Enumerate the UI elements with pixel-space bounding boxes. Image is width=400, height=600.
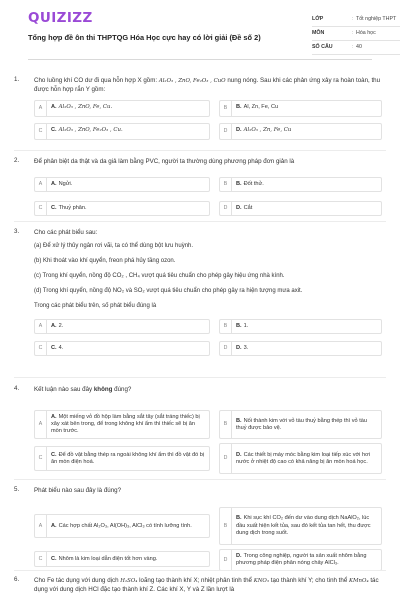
option-a[interactable] (34, 100, 210, 117)
option-a[interactable] (34, 410, 210, 439)
option-content (232, 181, 268, 188)
options-group (34, 171, 386, 217)
option-text: Một miếng vỏ đồ hộp làm bằng sắt tây (sắt tráng thiếc) bị xây xát bên trong, để trong không khí ẩm thì thiếc sẽ bị ăn mòn trước. (51, 413, 200, 435)
question-formula: H₂SO₄ (120, 578, 138, 584)
question-divider (14, 150, 386, 151)
question-text: Để phân biệt da thật và da giả làm bằng PVC, người ta thường dùng phương pháp đơn giản là (34, 158, 295, 165)
option-content (47, 452, 209, 467)
option-content (232, 553, 381, 568)
question-number: 3. (14, 228, 20, 235)
question-formula: KNO₃ (253, 578, 270, 584)
question-formula: Al₂O₃ , ZnO, Fe₂O₃ , CuO (158, 78, 226, 84)
option-b[interactable] (219, 319, 382, 334)
option-label: B. (236, 417, 242, 424)
option-label: D. (236, 205, 242, 212)
option-content (47, 556, 161, 563)
question-3 (14, 228, 386, 356)
option-content (47, 205, 91, 212)
option-b[interactable] (219, 177, 382, 192)
option-text: Nhôm là kim loại dẫn điện tốt hơn vàng. (58, 555, 158, 562)
option-letter: B (220, 320, 232, 333)
option-content (47, 323, 67, 330)
meta-value: 40 (356, 43, 362, 50)
question-text: Phát biểu nào sau đây là đúng? (34, 487, 122, 494)
question-text-part: loãng tạo thành khí X; nhiệt phân tinh thể (137, 577, 254, 584)
option-text: 1. (243, 323, 249, 330)
question-divider (14, 479, 386, 480)
option-letter: D (220, 444, 232, 473)
option-label: A. (51, 413, 57, 420)
option-letter: C (35, 447, 47, 470)
option-letter: D (220, 550, 232, 570)
question-2 (14, 157, 386, 217)
statement-d: (d) Trong khí quyển, nồng độ NO₂ và SO₂ vượt quá tiêu chuẩn cho phép gây ra hiện tượng mưa axit. (34, 288, 303, 295)
option-content (47, 104, 116, 111)
question-number: 6. (14, 576, 20, 583)
option-content (47, 181, 76, 188)
option-text: Các thiết bị máy móc bằng kim loại tiếp xúc với hơi nước ở nhiệt độ cao có khả năng bị ăn mòn hoá học. (236, 451, 371, 465)
option-d[interactable] (219, 549, 382, 571)
option-label: A. (51, 181, 57, 188)
question-text-part: tạo thành khí Y; cho tinh thể (269, 577, 349, 584)
question-number: 2. (14, 157, 20, 164)
question-text (34, 76, 386, 95)
quizizz-logo: QUIZIZZ (28, 10, 93, 26)
option-text: 3. (243, 345, 249, 352)
question-text: Cho các phát biểu sau: (34, 229, 98, 236)
header-divider (28, 59, 372, 60)
option-b[interactable] (219, 507, 382, 545)
option-letter: C (35, 202, 47, 215)
statement-c: (c) Trong khí quyển, nồng độ CO₂ , CH₄ vượt quá tiêu chuẩn cho phép gây hiệu ứng nhà kính. (34, 273, 285, 280)
option-letter: D (220, 342, 232, 355)
option-text: Để đồ vật bằng thép ra ngoài không khí ẩm thì đồ vật đó bị ăn mòn điện hoá. (51, 451, 205, 465)
option-content (232, 452, 381, 467)
options-group (34, 316, 386, 356)
option-label: C. (51, 205, 57, 212)
option-label: C. (51, 345, 57, 352)
option-label: D. (236, 553, 242, 560)
option-c[interactable] (34, 446, 210, 471)
option-text: Al₂O₃ , Zn, Fe, Cu (243, 127, 292, 134)
option-letter: B (220, 101, 232, 116)
option-text: Trong công nghiệp, người ta sản xuất nhôm bằng phương pháp điện phân nóng chảy AlCl₃. (236, 553, 367, 567)
question-prompt: Trong các phát biểu trên, số phát biểu đúng là (34, 303, 157, 310)
option-text: Al₂O₃ , ZnO, Fe, Cu. (58, 104, 113, 111)
statement-b: (b) Khi thoát vào khí quyển, freon phá hủy tầng ozon. (34, 258, 176, 265)
question-text-part: đúng? (112, 386, 132, 393)
option-label: A. (51, 522, 57, 529)
option-content (232, 127, 295, 134)
question-divider (14, 377, 386, 378)
meta-key: SỐ CÂU (312, 43, 333, 50)
question-text-part: nung nóng. Sau khi các phản ứng xảy ra hoàn toàn, thu được hỗn hợp rắn Y gồm: (34, 77, 381, 94)
option-c[interactable] (34, 341, 210, 356)
option-text: Nối thành kim với vỏ tàu thuỷ bằng thép thì vỏ tàu thuỷ được bảo vệ. (236, 417, 367, 431)
question-1 (14, 76, 386, 146)
option-letter: C (35, 124, 47, 139)
meta-separator: : (352, 15, 354, 22)
meta-value: Hóa học (356, 29, 376, 36)
option-letter: A (35, 101, 47, 116)
question-divider (14, 221, 386, 222)
question-5 (14, 486, 386, 578)
question-text-part: Kết luận nào sau đây (34, 386, 94, 393)
option-content (47, 345, 67, 352)
option-label: C. (51, 127, 57, 134)
question-number: 5. (14, 486, 20, 493)
option-text: Al₂O₃ , ZnO, Fe₂O₃ , Cu. (58, 127, 123, 134)
options-group (34, 399, 386, 475)
option-a[interactable] (34, 177, 210, 192)
meta-table (312, 13, 400, 55)
meta-key: LỚP (312, 15, 324, 22)
option-label: B. (236, 515, 242, 522)
question-4 (14, 385, 386, 475)
option-letter: C (35, 552, 47, 566)
question-divider (14, 570, 386, 571)
question-text (34, 385, 386, 394)
option-letter: D (220, 124, 232, 139)
option-letter: B (220, 411, 232, 438)
meta-row-class (312, 13, 400, 27)
option-label: B. (236, 323, 242, 330)
option-content (232, 345, 252, 352)
option-c[interactable] (34, 201, 210, 216)
option-letter: D (220, 202, 232, 215)
option-content (47, 127, 127, 134)
option-letter: A (35, 178, 47, 191)
option-label: A. (51, 323, 57, 330)
option-text: Các hợp chất Al₂O₃, Al(OH)₃, AlCl₃ có tính lưỡng tính. (58, 522, 192, 529)
option-letter: B (220, 508, 232, 544)
option-content (232, 104, 282, 111)
option-text: 4. (58, 345, 64, 352)
option-text: Al, Zn, Fe, Cu (243, 104, 279, 111)
option-a[interactable] (34, 514, 210, 538)
option-c[interactable] (34, 123, 210, 140)
option-d[interactable] (219, 341, 382, 356)
option-label: A. (51, 104, 57, 111)
option-label: D. (236, 127, 242, 134)
options-group (34, 500, 386, 578)
meta-separator: : (352, 29, 354, 36)
question-formula: KMnO₄ (349, 578, 369, 584)
document-header (14, 0, 397, 64)
options-group (34, 100, 386, 146)
question-text-part: Cho Fe tác dụng với dung dịch (34, 577, 121, 584)
page-title: Tổng hợp đề ôn thi THPTQG Hóa Học cực hay có lời giải (Đề số 2) (28, 33, 261, 42)
option-b[interactable] (219, 100, 382, 117)
option-d[interactable] (219, 443, 382, 474)
option-letter: A (35, 320, 47, 333)
option-text: Đốt thử. (243, 181, 264, 188)
meta-row-subject (312, 27, 400, 41)
option-text: Cắt (243, 205, 253, 212)
option-content (232, 515, 381, 537)
option-text: Ngửi. (58, 181, 73, 188)
option-label: B. (236, 104, 242, 111)
option-content (47, 523, 196, 530)
option-letter: B (220, 178, 232, 191)
statement-a: (a) Để xử lý thủy ngân rơi vãi, ta có thể dùng bột lưu huỳnh. (34, 243, 194, 250)
question-number: 4. (14, 385, 20, 392)
option-text: 2. (58, 323, 64, 330)
option-content (232, 323, 252, 330)
option-label: C. (51, 555, 57, 562)
option-text: Thuỷ phân. (58, 205, 87, 212)
meta-row-question-count (312, 41, 400, 55)
option-label: D. (236, 451, 242, 458)
option-a[interactable] (34, 319, 210, 334)
option-text: Khi sục khí CO₂ đến dư vào dung dịch NaAlO₂, lúc đầu xuất hiện kết tủa, sau đó kết tủa tan hết, thu được dung dịch trong suốt. (236, 515, 371, 536)
option-content (232, 418, 381, 433)
option-d[interactable] (219, 123, 382, 140)
question-text-part: tác dụng với dung dịch HCl đặc tạo thành khí Z. Các khí X, Y và Z lần lượt là (34, 577, 379, 594)
meta-key: MÔN (312, 29, 325, 36)
option-letter: C (35, 342, 47, 355)
option-content (47, 414, 209, 436)
question-text-emphasis: không (93, 386, 113, 393)
option-c[interactable] (34, 551, 210, 567)
option-content (232, 205, 256, 212)
meta-value: Tốt nghiệp THPT (356, 15, 397, 22)
option-label: D. (236, 345, 242, 352)
option-b[interactable] (219, 410, 382, 439)
question-text-part: Cho luồng khí CO dư đi qua hỗn hợp X gồm: (34, 77, 159, 84)
question-6 (14, 576, 386, 595)
meta-separator: : (352, 43, 354, 50)
question-text (34, 576, 386, 595)
option-letter: A (35, 515, 47, 537)
question-number: 1. (14, 76, 20, 83)
option-label: C. (51, 451, 57, 458)
option-d[interactable] (219, 201, 382, 216)
option-letter: A (35, 411, 47, 438)
option-label: B. (236, 181, 242, 188)
